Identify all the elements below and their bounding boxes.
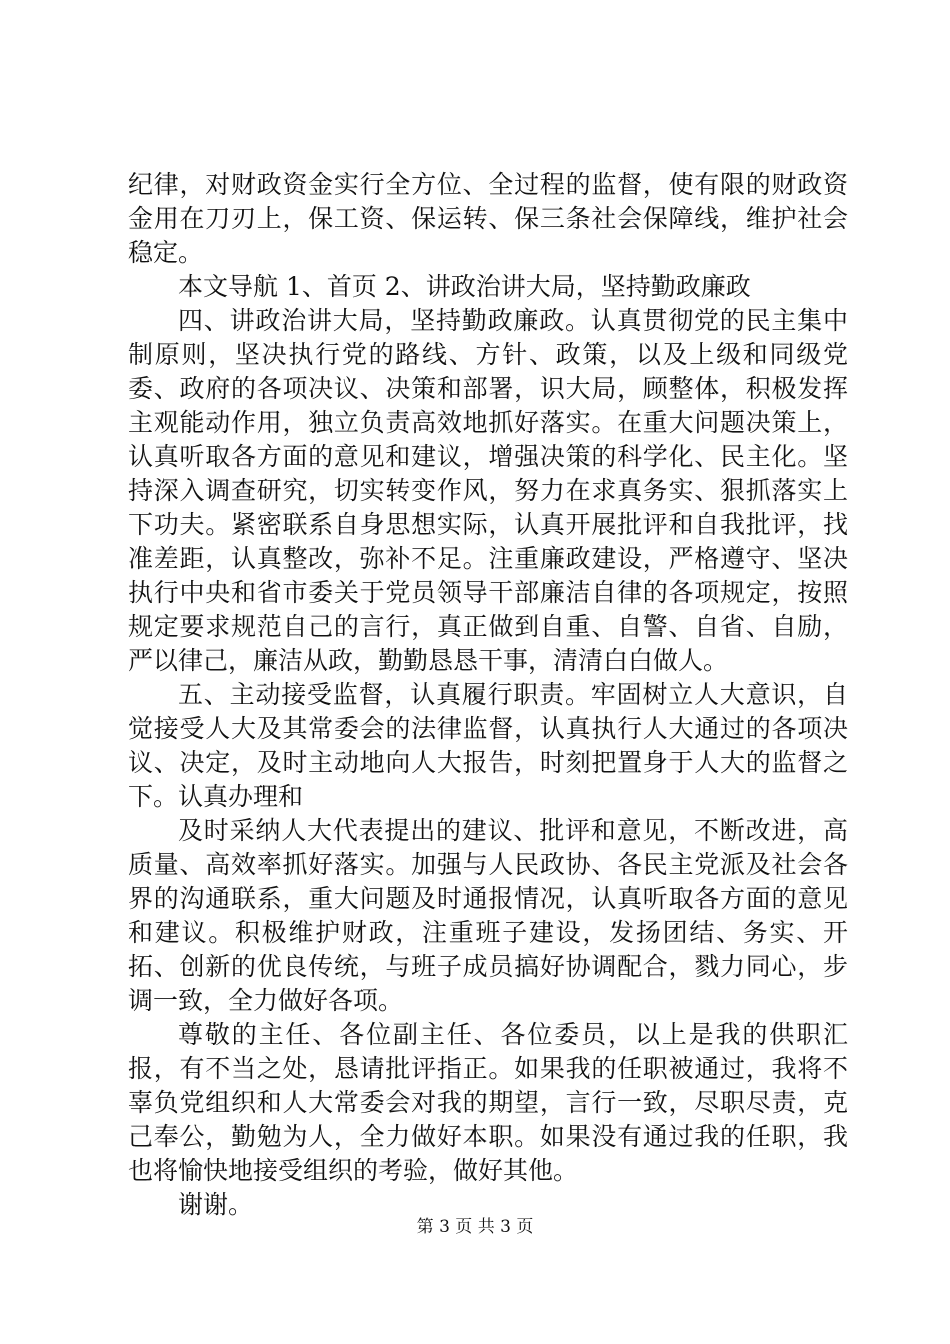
paragraph-continuation: 及时采纳人大代表提出的建议、批评和意见，不断改进，高质量、高效率抓好落实。加强与人民政协、各民主党派及社会各界的沟通联系，重大问题及时通报情况，认真听取各方面的意见和建议。积极维护财政，注重班子建设，发扬团结、务实、开拓、创新的优良传统，与班子成员搞好协调配合，戮力同心，步调一致，全力做好各项。 xyxy=(128,816,848,1015)
paragraph-section-4: 四、讲政治讲大局，坚持勤政廉政。认真贯彻党的民主集中制原则，坚决执行党的路线、方针、政策，以及上级和同级党委、政府的各项决议、决策和部署，识大局，顾整体，积极发挥主观能动作用，独立负责高效地抓好落实。在重大问题决策上，认真听取各方面的意见和建议，增强决策的科学化、民主化。坚持深入调查研究，切实转变作风，努力在求真务实、狠抓落实上下功夫。紧密联系自身思想实际，认真开展批评和自我批评，找准差距，认真整改，弥补不足。注重廉政建设，严格遵守、坚决执行中央和省市委关于党员领导干部廉洁自律的各项规定，按照规定要求规范自己的言行，真正做到自重、自警、自省、自励，严以律己，廉洁从政，勤勤恳恳干事，清清白白做人。 xyxy=(128,306,848,675)
page-number: 第 3 页 共 3 页 xyxy=(416,1217,534,1237)
paragraph-thanks: 谢谢。 xyxy=(178,1190,254,1219)
paragraph-section-5: 五、主动接受监督，认真履行职责。牢固树立人大意识，自觉接受人大及其常委会的法律监督，认真执行人大通过的各项决议、决定，及时主动地向人大报告，时刻把置身于人大的监督之下。认真办理和 xyxy=(128,680,848,811)
paragraph-closing: 尊敬的主任、各位副主任、各位委员，以上是我的供职汇报，有不当之处，恳请批评指正。如果我的任职被通过，我将不辜负党组织和人大常委会对我的期望，言行一致，尽职尽责，克己奉公，勤勉为人，全力做好本职。如果没有通过我的任职，我也将愉快地接受组织的考验，做好其他。 xyxy=(128,1020,848,1185)
paragraph-1: 纪律，对财政资金实行全方位、全过程的监督，使有限的财政资金用在刀刃上，保工资、保运转、保三条社会保障线，维护社会稳定。 xyxy=(128,170,848,267)
document-body xyxy=(128,168,848,1222)
page-footer xyxy=(0,1216,950,1238)
paragraph-nav: 本文导航 1、首页 2、讲政治讲大局，坚持勤政廉政 xyxy=(178,272,751,301)
